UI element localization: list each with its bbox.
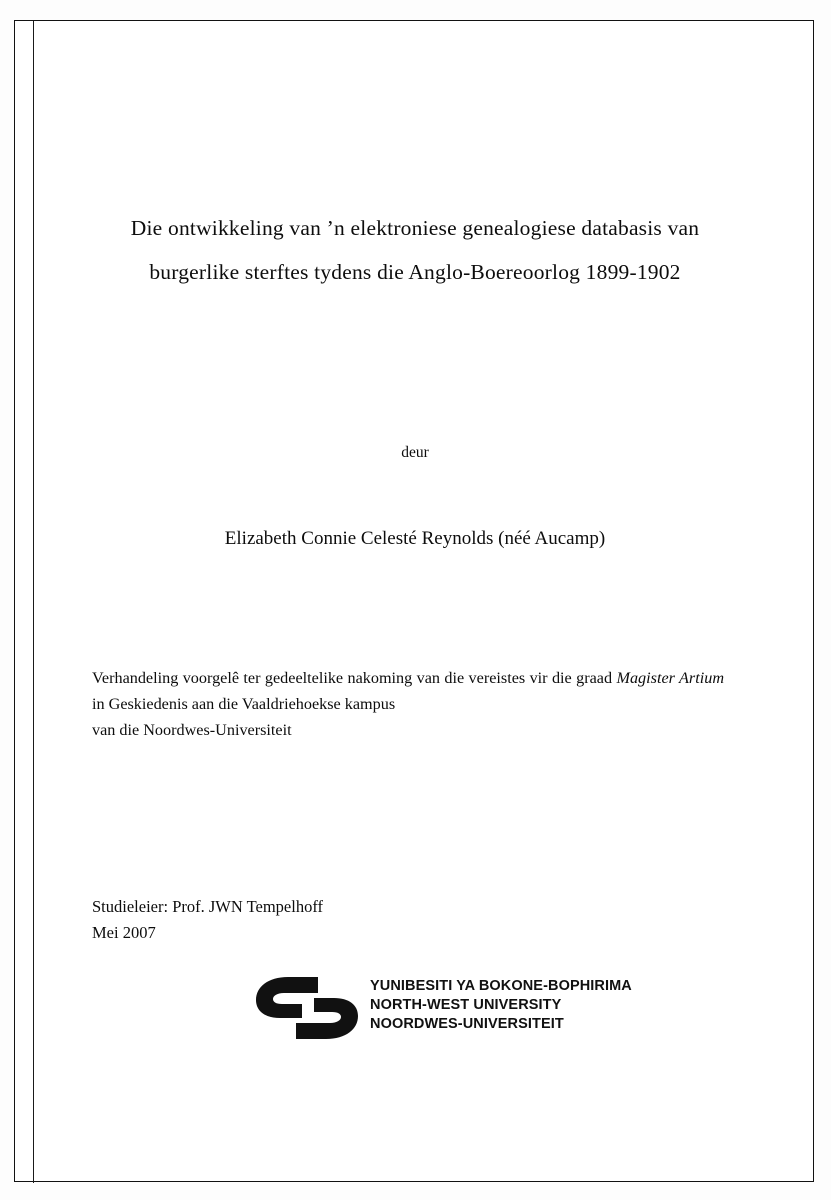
statement-part-2: in Geskiedenis aan die Vaaldriehoekse kampus [92, 695, 396, 713]
logo-line-2: NORTH-WEST UNIVERSITY [370, 997, 562, 1013]
supervisor-line: Studieleier: Prof. JWN Tempelhoff [92, 897, 324, 916]
degree-statement [92, 665, 724, 743]
statement-part-3: van die Noordwes-Universiteit [92, 721, 292, 739]
logo-line-1: YUNIBESITI YA BOKONE-BOPHIRIMA [370, 978, 632, 994]
date-line: Mei 2007 [92, 923, 156, 942]
title-line-2: burgerlike sterftes tydens die Anglo-Boereoorlog 1899-1902 [149, 260, 681, 284]
statement-part-1: Verhandeling voorgelê ter gedeeltelike nakoming van die vereistes vir die graad [92, 669, 617, 687]
title-page-content [90, 20, 740, 1142]
degree-name: Magister Artium [616, 669, 725, 687]
university-logo [252, 973, 672, 1045]
logo-text [370, 977, 632, 1034]
nwu-logo-icon [252, 975, 362, 1041]
document-title [90, 206, 740, 294]
title-line-1: Die ontwikkeling van ’n elektroniese genealogiese databasis van [130, 216, 700, 240]
supervisor-block [92, 894, 592, 946]
author-name: Elizabeth Connie Celesté Reynolds (néé Aucamp) [224, 528, 606, 549]
by-label: deur [401, 444, 429, 461]
logo-line-3: NOORDWES-UNIVERSITEIT [370, 1016, 564, 1032]
